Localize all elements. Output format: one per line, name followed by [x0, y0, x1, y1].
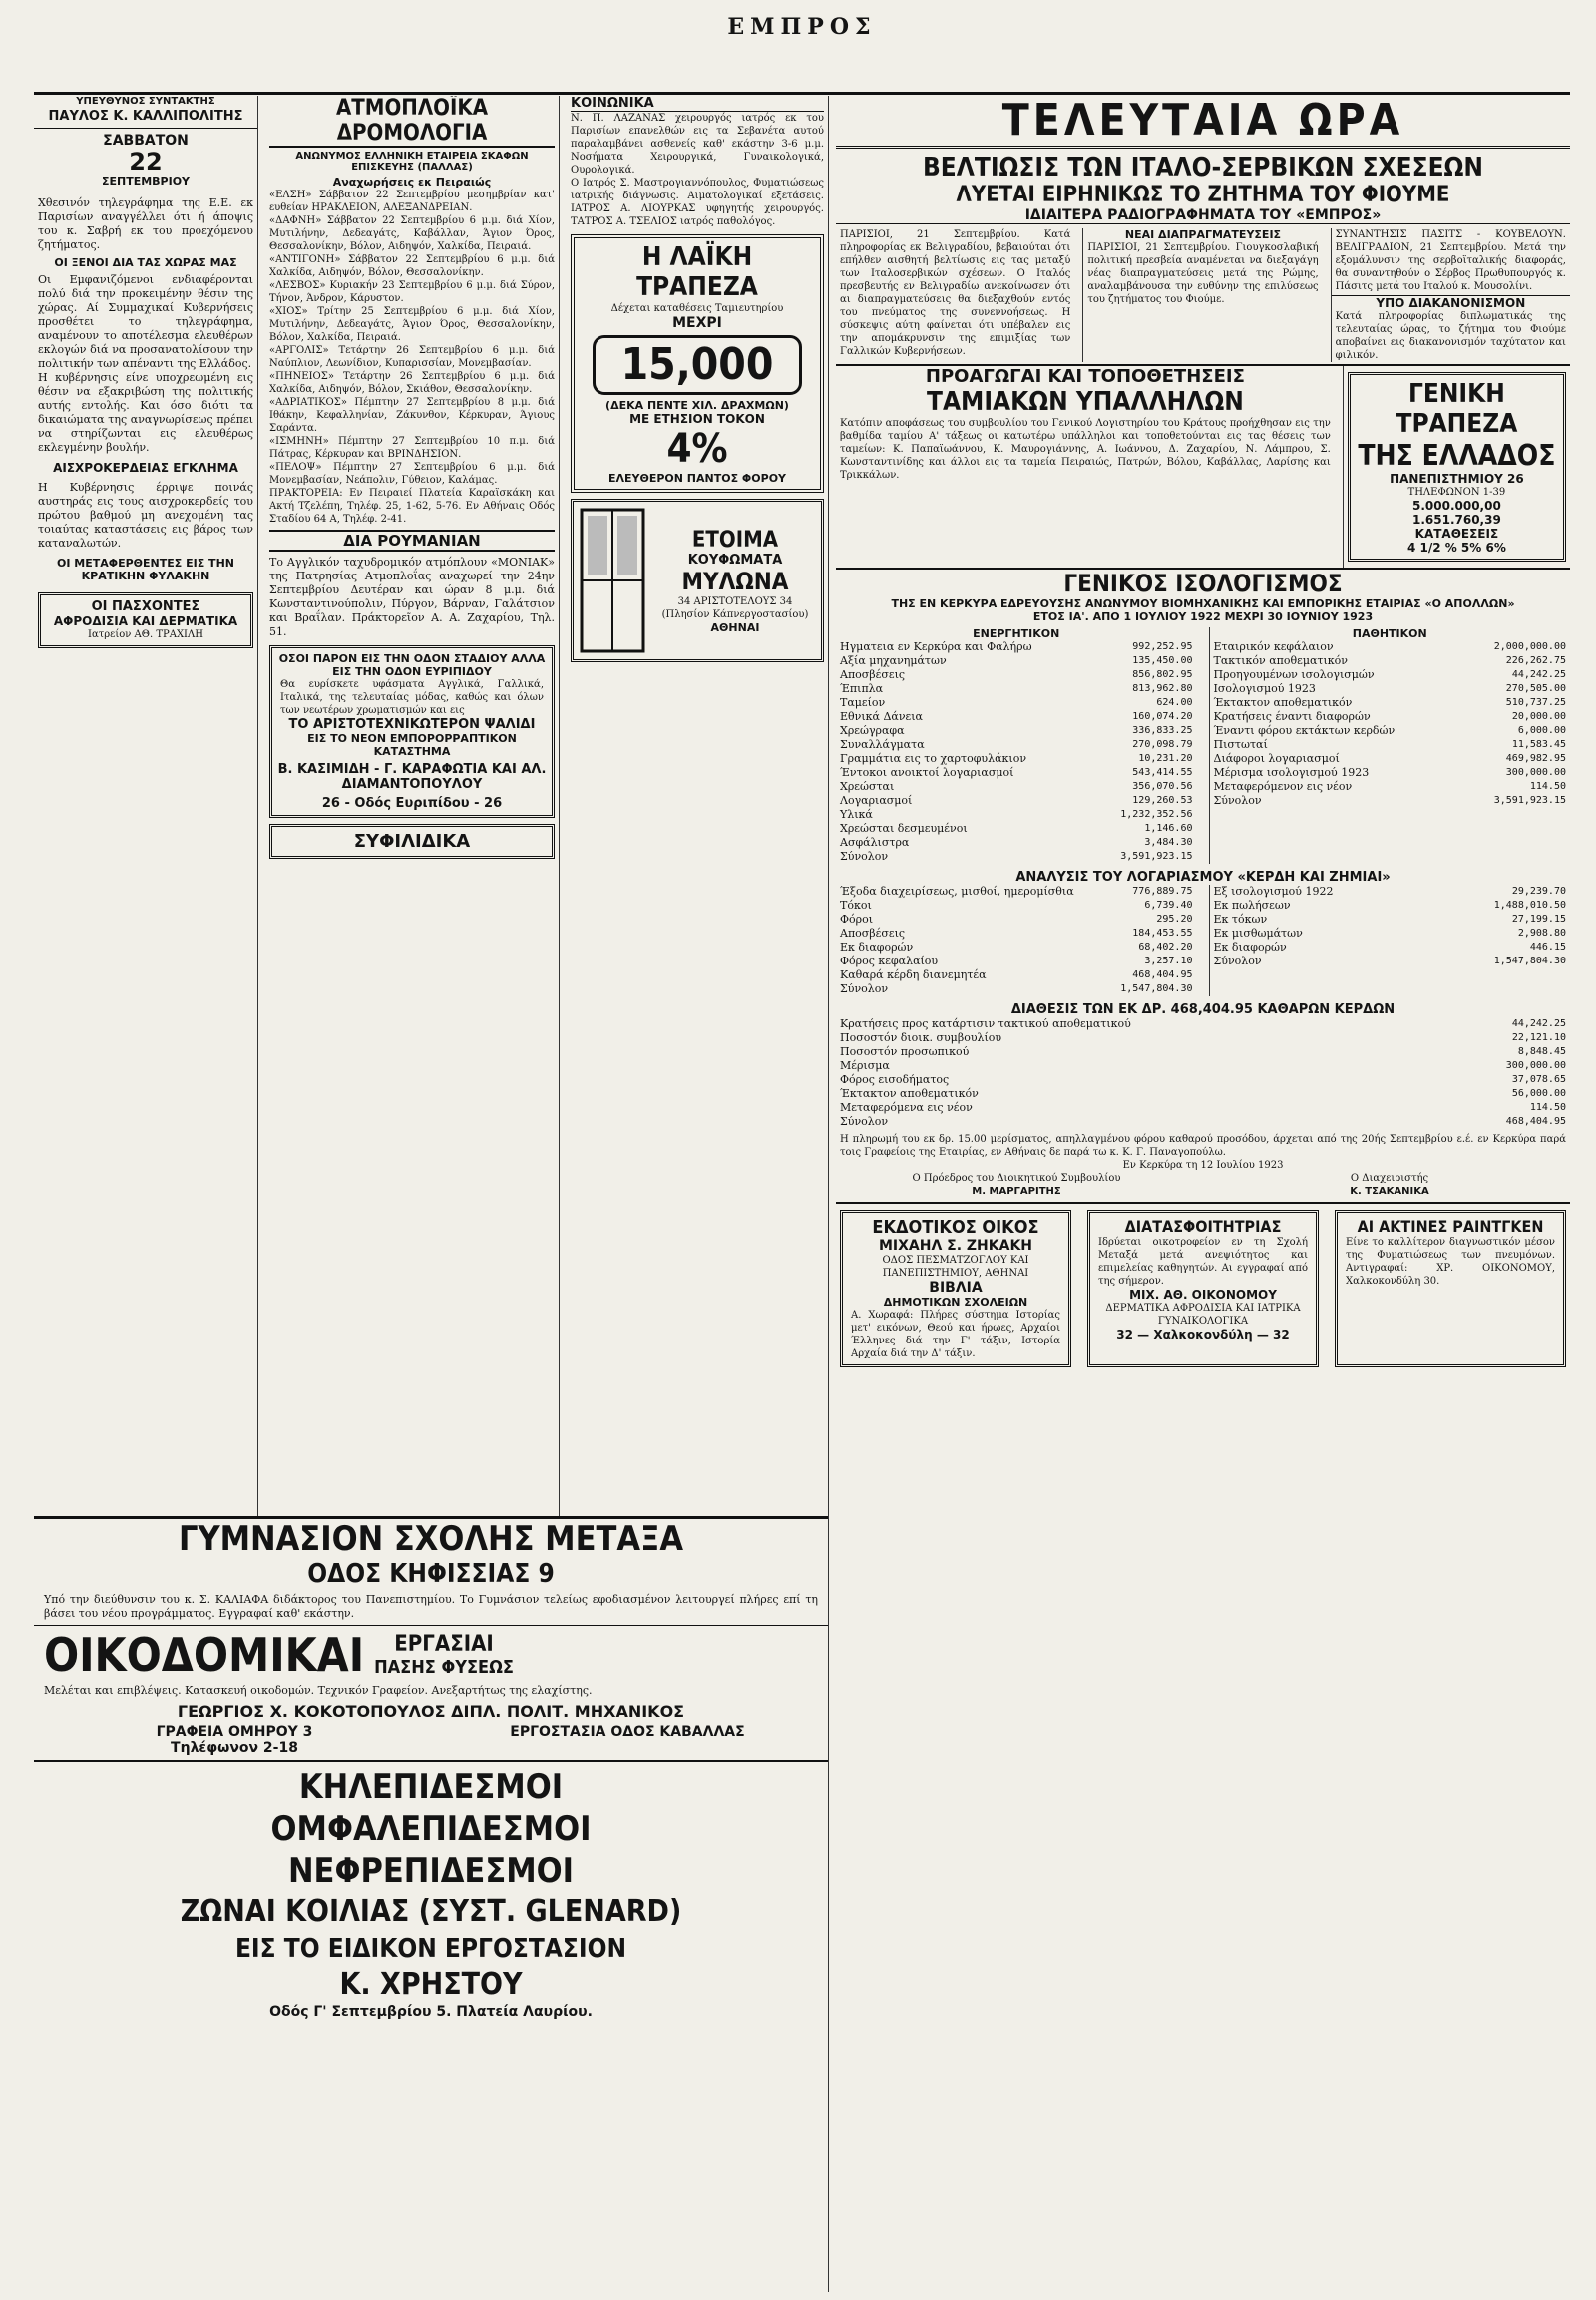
- row-label: Ισολογισμού 1923: [1213, 682, 1316, 695]
- shipping-from: Αναχωρήσεις εκ Πειραιώς: [332, 176, 492, 189]
- row-label: Ηγματεια εν Κερκύρα και Φαλήρω: [840, 640, 1032, 653]
- row-value: 1,146.60: [1144, 823, 1193, 834]
- hernia-5: ΕΙΣ ΤΟ ΕΙΔΙΚΟΝ ΕΡΓΟΣΤΑΣΙΟΝ: [234, 1934, 627, 1964]
- route-item: «ΑΔΡΙΑΤΙΚΟΣ» Πέμπτην 27 Σεπτεμβρίου 8 μ.μ. διά Ιθάκην, Κεφαλληνίαν, Ζάκυνθον, Κέρκυραν, Άγιους Σαράντα.: [269, 397, 555, 434]
- row-label: Εκ πωλήσεων: [1213, 899, 1291, 912]
- row-value: 129,260.53: [1132, 795, 1193, 806]
- ad-bank-rate: 4%: [666, 426, 728, 472]
- ad-bank-title: Η ΛΑΪΚΗ ΤΡΑΠΕΖΑ: [636, 242, 758, 302]
- row-label: Εξ ισολογισμού 1922: [1213, 885, 1334, 898]
- row-value: 8,848.45: [1517, 1046, 1566, 1057]
- ad-frames-addr: 34 ΑΡΙΣΤΟΤΕΛΟΥΣ 34: [677, 595, 793, 607]
- table-row: [1210, 668, 1571, 682]
- pl-credit-table: [1210, 885, 1571, 968]
- books-text: Α. Χωραφά: Πλήρες σύστημα Ιστορίας μετ' εικόνων, Θεού και ήρωες, Αρχαίοι Έλληνες διά την Γ' τάξιν, Ιστορία Αρχαία διά την Δ' τάξιν.: [851, 1310, 1060, 1359]
- ad-bank-rate-label: ΜΕ ΕΤΗΣΙΟΝ ΤΟΚΟΝ: [629, 412, 765, 426]
- gen-bank-addr: ΠΑΝΕΠΙΣΤΗΜΙΟΥ 26: [1390, 472, 1524, 486]
- sign-right-name: Κ. ΤΣΑΚΑΝΙΚΑ: [1350, 1186, 1429, 1197]
- table-row: [1210, 780, 1571, 794]
- editor-name: ΠΑΥΛΟΣ Κ. ΚΑΛΛΙΠΟΛΙΤΗΣ: [48, 109, 243, 124]
- table-row: [1210, 794, 1571, 808]
- row-label: Σύνολον: [1213, 955, 1262, 967]
- row-label: Κρατήσεις προς κατάρτισιν τακτικού αποθεματικού: [840, 1017, 1131, 1030]
- row-value: 1,547,804.30: [1120, 983, 1193, 994]
- table-row: [1210, 955, 1571, 968]
- row-label: Σύνολον: [840, 850, 889, 863]
- news-item: ΠΑΡΙΣΙΟΙ, 21 Σεπτεμβρίου. Γιουγκοσλαβική πολιτική πρεσβεία αναμένεται να διεξαγάγη νέας διαπραγματεύσεις μετά της Ρώμης, αναλαμβάνουσα την ευθύνην της επιλύσεως του ζητήματος του Φιούμε.: [1087, 242, 1319, 305]
- table-row: [1210, 682, 1571, 696]
- row-label: Μεταφερόμενα εις νέον: [840, 1101, 973, 1114]
- liabilities-heading: ΠΑΘΗΤΙΚΟΝ: [1352, 627, 1427, 640]
- row-label: Εκ μισθωμάτων: [1213, 927, 1303, 940]
- ad-best-shop: ΤΟ ΑΡΙΣΤΟΤΕΧΝΙΚΩΤΕΡΟΝ ΨΑΛΙΔΙ: [288, 717, 536, 732]
- gen-bank-capital: 5.000.000,00: [1411, 499, 1501, 513]
- table-row: [1210, 885, 1571, 899]
- route-item: «ΠΕΛΟΨ» Πέμπτην 27 Σεπτεμβρίου 6 μ.μ. διά Μονεμβασίαν, Νεάπολιν, Γύθειον, Καλάμας.: [269, 462, 555, 486]
- pl-title: ΑΝΑΛΥΣΙΣ ΤΟΥ ΛΟΓΑΡΙΑΣΜΟΥ «ΚΕΡΔΗ ΚΑΙ ΖΗΜΙΑΙ»: [1015, 870, 1391, 885]
- hernia-1: ΚΗΛΕΠΙΔΕΣΜΟΙ: [298, 1767, 564, 1807]
- row-label: Έντοκοι ανοικτοί λογαριασμοί: [840, 766, 1014, 779]
- ad-frames-near: (Πλησίον Κάπνεργοστασίου): [661, 608, 809, 620]
- ad-student: [1087, 1210, 1319, 1367]
- row-value: 270,098.79: [1132, 739, 1193, 750]
- engineer-name: ΓΕΩΡΓΙΟΣ Χ. ΚΟΚΟΤΟΠΟΥΛΟΣ ΔΙΠΛ. ΠΟΛΙΤ. ΜΗΧΑΝΙΚΟΣ: [177, 1702, 685, 1721]
- sign-place: Εν Κερκύρα τη 12 Ιουλίου 1923: [1122, 1160, 1284, 1171]
- bottom-left-section: [34, 1516, 828, 2297]
- table-row: [836, 836, 1197, 850]
- table-row: [836, 927, 1197, 941]
- table-row: [836, 822, 1197, 836]
- sign-left-name: Μ. ΜΑΡΓΑΡΙΤΗΣ: [972, 1186, 1061, 1197]
- row-label: Έξοδα διαχειρίσεως, μισθοί, ημερομίσθια: [840, 885, 1074, 898]
- publisher-addr: ΟΔΟΣ ΠΕΣΜΑΤΖΟΓΛΟΥ ΚΑΙ ΠΑΝΕΠΙΣΤΗΜΙΟΥ, ΑΘΗΝΑΙ: [882, 1255, 1029, 1279]
- row-value: 184,453.55: [1132, 928, 1193, 939]
- row-label: Χρεώγραφα: [840, 724, 905, 737]
- row-value: 992,252.95: [1132, 641, 1193, 652]
- row-value: 1,547,804.30: [1493, 956, 1566, 966]
- ad-euripides-title: ΟΣΟΙ ΠΑΡΟΝ ΕΙΣ ΤΗΝ ΟΔΟΝ ΣΤΑΔΙΟΥ ΑΛΛΑ ΕΙΣ ΤΗΝ ΟΔΟΝ ΕΥΡΙΠΙΔΟΥ: [278, 652, 546, 678]
- route-item: «ΧΙΟΣ» Τρίτην 25 Σεπτεμβρίου 6 μ.μ. διά Χίον, Μυτιλήνην, Δεδεαγάτς, Άγιον Όρος, Θεσσαλονίκην, Βόλον, Χαλκίδα, Πειραιά.: [269, 306, 555, 343]
- assets-table: [836, 640, 1197, 864]
- section-heading: ΟΙ ΜΕΤΑΦΕΡΘΕΝΤΕΣ ΕΙΣ ΤΗΝ ΚΡΑΤΙΚΗΝ ΦΥΛΑΚΗΝ: [57, 557, 234, 582]
- table-row: [836, 1115, 1570, 1129]
- row-value: 6,739.40: [1144, 900, 1193, 911]
- table-row: [1210, 913, 1571, 927]
- shipping-company: ΑΝΩΝΥΜΟΣ ΕΛΛΗΝΙΚΗ ΕΤΑΙΡΕΙΑ ΣΚΑΦΩΝ ΕΠΙΣΚΕΥΗΣ (ΠΑΛΛΑΣ): [295, 151, 529, 173]
- row-label: Φόρος κεφαλαίου: [840, 955, 939, 967]
- row-value: 3,484.30: [1144, 837, 1193, 848]
- row-value: 37,078.65: [1511, 1074, 1566, 1085]
- route-item: «ΑΡΓΟΛΙΣ» Τετάρτην 26 Σεπτεμβρίου 6 μ.μ. διά Ναύπλιον, Λεωνίδιον, Κυπαρισσίαν, Μονεμβασίαν.: [269, 345, 555, 369]
- row-value: 356,070.56: [1132, 781, 1193, 792]
- romania-text: Το Αγγλικόν ταχυδρομικόν ατμόπλουν «ΜΟΝΙΑΚ» της Πατρησίας Ατμοπλοΐας αναχωρεί την 24ην Σεπτεμβρίου Δευτέραν και ώραν 8 μ.μ. διά Κωνσταντινούπολιν, Πύργον, Βάρναν, Γαλάτσιον και Βραΐλαν. Πράκτορεῖον Α. Α. Ζαχαρίου, Τηλ. 51.: [269, 556, 555, 638]
- row-label: Εθνικά Δάνεια: [840, 710, 923, 723]
- table-row: [836, 808, 1197, 822]
- doctor-name: ΜΙΧ. ΑΘ. ΟΙΚΟΝΟΜΟΥ: [1129, 1288, 1277, 1302]
- table-row: [836, 1045, 1570, 1059]
- table-row: [1210, 927, 1571, 941]
- row-label: Χρεώσται δεσμευμένοι: [840, 822, 968, 835]
- ad-xray: [1335, 1210, 1566, 1367]
- ad-general-bank: [1348, 372, 1566, 562]
- row-label: Υλικά: [840, 808, 873, 821]
- gym-address: ΟΔΟΣ ΚΗΦΙΣΣΙΑΣ 9: [307, 1559, 555, 1589]
- row-label: Εκ διαφορών: [1213, 941, 1287, 954]
- headline-3: ΙΔΙΑΙΤΕΡΑ ΡΑΔΙΟΓΡΑΦΗΜΑΤΑ ΤΟΥ «ΕΜΠΡΟΣ»: [836, 207, 1570, 224]
- divider: [34, 1625, 828, 1626]
- row-label: Διάφοροι λογαριασμοί: [1213, 752, 1340, 765]
- paper-name: ΕΜΠΡΟΣ: [727, 14, 877, 40]
- row-value: 300,000.00: [1505, 1060, 1566, 1071]
- row-value: 813,962.80: [1132, 683, 1193, 694]
- table-row: [1210, 640, 1571, 654]
- table-row: [1210, 710, 1571, 724]
- build-sub-2: ΠΑΣΗΣ ΦΥΣΕΩΣ: [374, 1657, 514, 1678]
- table-row: [836, 1031, 1570, 1045]
- routes-list: [265, 189, 559, 487]
- table-row: [1210, 696, 1571, 710]
- table-row: [836, 724, 1197, 738]
- gym-text: Υπό την διεύθυνσιν του κ. Σ. ΚΑΛΙΑΦΑ διδάκτορος του Πανεπιστημίου. Το Γυμνάσιον τελείως εφοδιασμένον λειτουργεί πλήρες επί τη βάσει του νέου προγράμματος. Εγγραφαί καθ' εκάστην.: [44, 1593, 818, 1620]
- row-label: Πιστωταί: [1213, 738, 1268, 751]
- divider: [34, 128, 257, 129]
- table-row: [836, 640, 1197, 654]
- lead-paragraph: Χθεσινόν τηλεγράφημα της Ε.Ε. εκ Παρισίων αναγγέλλει ότι ή άποψις του κ. Σαβρή εκ του προεχόμενου ζητήματος.: [38, 196, 253, 251]
- romania-title: ΔΙΑ ΡΟΥΜΑΝΙΑΝ: [269, 530, 555, 552]
- sign-right-role: Ο Διαχειριστής: [1350, 1173, 1429, 1184]
- row-label: Τόκοι: [840, 899, 872, 912]
- ad-euripides-text: Θα ευρίσκετε υφάσματα Αγγλικά, Γαλλικά, Ιταλικά, της τελευταίας μόδας, καθώς και όλων των νεωτέρων χρωματισμών και εις: [280, 679, 544, 716]
- row-value: 29,239.70: [1511, 886, 1566, 897]
- table-row: [836, 899, 1197, 913]
- table-row: [836, 885, 1197, 899]
- doctor-spec: ΔΕΡΜΑΤΙΚΑ ΑΦΡΟΔΙΣΙΑ ΚΑΙ ΙΑΤΡΙΚΑ ΓΥΝΑΙΚΟΛΟΓΙΚΑ: [1105, 1303, 1301, 1327]
- news-item: Κατά πληροφορίας διπλωματικάς της τελευταίας ώρας, το ζήτημα του Φιούμε αποβαίνει εις διακανονισμόν ταχύτατον και φιλικόν.: [1335, 311, 1566, 361]
- row-label: Γραμμάτια εις το χαρτοφυλάκιον: [840, 752, 1027, 765]
- ad-frames-city: ΑΘΗΝΑΙ: [710, 620, 760, 634]
- headline-2: ΛΥΕΤΑΙ ΕΙΡΗΝΙΚΩΣ ΤΟ ΖΗΤΗΜΑ ΤΟΥ ΦΙΟΥΜΕ: [956, 183, 1450, 207]
- telephone: Τηλέφωνον 2-18: [171, 1740, 298, 1756]
- row-value: 543,414.55: [1132, 767, 1193, 778]
- clinic-text: Ο Ιατρός Σ. Μαστρογιαννόπουλος, Φυματιώσεως ιατρικής διάγνωσις. Αιματολογικαί εξετάσεις. ΙΑΤΡΟΣ Α. ΛΙΟΥΡΚΑΣ υφηγητής χειρουργός. ΤΑΤΡΟΣ Α. ΤΣΕΛΙΟΣ ιατρός παθολόγος.: [571, 178, 824, 227]
- row-label: Αξία μηχανημάτων: [840, 654, 947, 667]
- books-title: ΒΙΒΛΙΑ: [929, 1280, 983, 1296]
- date-number: 22: [129, 148, 163, 176]
- article-paragraph: Η κυβέρνησις είνε υποχρεωμένη εις θέσιν να εξακριβώση της πολιτικής αυτής εντολής. Και όσο διότι τα δικαιώματα της αναγνωρίσεως πρέπει να στηρίζωνται εις ελευθέρως εκλεγμένην βουλήν.: [38, 371, 253, 454]
- route-item: «ΑΝΤΙΓΟΝΗ» Σάββατον 22 Σεπτεμβρίου 6 μ.μ. διά Χαλκίδα, Αιδηψόν, Βόλον, Θεσσαλονίκην.: [269, 254, 555, 278]
- balance-period: ΕΤΟΣ ΙΑ'. ΑΠΟ 1 ΙΟΥΛΙΟΥ 1922 ΜΕΧΡΙ 30 ΙΟΥΝΙΟΥ 1923: [1032, 610, 1374, 623]
- ad-address: 26 - Οδός Ευριπίδου - 26: [321, 796, 503, 811]
- row-value: 135,450.00: [1132, 655, 1193, 666]
- row-value: 3,591,923.15: [1493, 795, 1566, 806]
- row-label: Καθαρά κέρδη διανεμητέα: [840, 968, 987, 981]
- article-paragraph: Η Κυβέρνησις έρριψε ποινάς αυστηράς εις τους αισχροκερδείς του πρώτου βαθμού μη ανεχομένη τας τοιαύτας καταστάσεις εις βάρος των καταναλωτών.: [38, 481, 253, 550]
- row-label: Συναλλάγματα: [840, 738, 925, 751]
- table-row: [836, 1017, 1570, 1031]
- gen-bank-rates: 4 1/2 % 5% 6%: [1406, 541, 1506, 555]
- table-row: [836, 1087, 1570, 1101]
- table-row: [836, 668, 1197, 682]
- section-heading: ΑΙΣΧΡΟΚΕΡΔΕΙΑΣ ΕΓΚΛΗΜΑ: [53, 461, 238, 475]
- row-label: Μέρισμα ισολογισμού 1923: [1213, 766, 1370, 779]
- row-label: Ασφάλιστρα: [840, 836, 910, 849]
- row-label: Έκτακτον αποθεματικόν: [840, 1087, 979, 1100]
- divider: [34, 1760, 828, 1762]
- table-row: [836, 752, 1197, 766]
- hernia-2: ΟΜΦΑΛΕΠΙΔΕΣΜΟΙ: [270, 1809, 592, 1849]
- ad-euripides: [269, 645, 555, 818]
- news-heading: ΥΠΟ ΔΙΑΚΑΝΟΝΙΣΜΟΝ: [1332, 295, 1570, 310]
- hernia-3: ΝΕΦΡΕΠΙΔΕΣΜΟΙ: [287, 1851, 575, 1891]
- table-row: [1210, 724, 1571, 738]
- gen-bank-reserve: 1.651.760,39: [1411, 513, 1501, 527]
- row-label: Έναντι φόρου εκτάκτων κερδών: [1213, 724, 1396, 737]
- gen-bank-title-1: ΓΕΝΙΚΗ ΤΡΑΠΕΖΑ: [1396, 379, 1518, 439]
- row-label: Λογαριασμοί: [840, 794, 913, 807]
- table-row: [836, 982, 1197, 996]
- ad-frames: [571, 499, 824, 662]
- table-row: [836, 1059, 1570, 1073]
- ad-bank-sub: Δέχεται καταθέσεις Ταμιευτηρίου: [610, 303, 784, 314]
- table-row: [836, 794, 1197, 808]
- table-row: [1210, 941, 1571, 955]
- hernia-4: ΖΩΝΑΙ ΚΟΙΛΙΑΣ (ΣΥΣΤ. GLENARD): [180, 1894, 682, 1929]
- agency-info: ΠΡΑΚΤΟΡΕΙΑ: Εν Πειραιεί Πλατεία Καραϊσκάκη και Ακτή Τζελέπη, Τηλέφ. 25, 1-62, 5-76. Εν Αθήναις Οδός Σταδίου 64 Α, Τηλέφ. 2-41.: [269, 488, 555, 525]
- table-row: [836, 941, 1197, 955]
- ad-bank-amount: 15,000: [593, 335, 802, 395]
- gen-bank-tel: ΤΗΛΕΦΩΝΟΝ 1-39: [1407, 487, 1506, 498]
- sign-left-role: Ο Πρόεδρος του Διοικητικού Συμβουλίου: [912, 1173, 1121, 1184]
- ad-sufferers: [38, 592, 253, 648]
- promo-title-2: ΤΑΜΙΑΚΩΝ ΥΠΑΛΛΗΛΩΝ: [926, 387, 1244, 417]
- table-row: [1210, 738, 1571, 752]
- ad-new-shop: ΕΙΣ ΤΟ ΝΕΟΝ ΕΜΠΟΡΟΡΡΑΠΤΙΚΟΝ ΚΑΤΑΣΤΗΜΑ: [307, 732, 517, 758]
- row-label: Σύνολον: [840, 1115, 889, 1128]
- publisher-name: ΜΙΧΑΗΛ Σ. ΖΗΚΑΚΗ: [878, 1238, 1033, 1254]
- row-label: Μεταφερόμενον εις νέον: [1213, 780, 1353, 793]
- table-row: [1210, 766, 1571, 780]
- table-row: [1210, 899, 1571, 913]
- bottom-ads: [836, 1202, 1570, 1373]
- distribution-table: [836, 1017, 1570, 1129]
- row-label: Εκ διαφορών: [840, 941, 914, 954]
- table-row: [836, 738, 1197, 752]
- row-value: 1,232,352.56: [1120, 809, 1193, 820]
- hernia-6: Κ. ΧΡΗΣΤΟΥ: [339, 1967, 523, 2002]
- build-title: ΟΙΚΟΔΟΜΙΚΑΙ: [44, 1628, 365, 1682]
- table-row: [836, 850, 1197, 864]
- table-row: [836, 780, 1197, 794]
- row-value: 160,074.20: [1132, 711, 1193, 722]
- table-row: [836, 696, 1197, 710]
- row-value: 3,257.10: [1144, 956, 1193, 966]
- row-label: Ταμείον: [840, 696, 886, 709]
- row-value: 44,242.25: [1511, 669, 1566, 680]
- row-value: 776,889.75: [1132, 886, 1193, 897]
- row-value: 44,242.25: [1511, 1018, 1566, 1029]
- ad-bank: [571, 234, 824, 493]
- gen-bank-title-2: ΤΗΣ ΕΛΛΑΔΟΣ: [1358, 439, 1556, 472]
- news-heading: ΝΕΑΙ ΔΙΑΠΡΑΓΜΑΤΕΥΣΕΙΣ: [1124, 228, 1282, 241]
- table-row: [836, 682, 1197, 696]
- row-label: Ποσοστόν προσωπικού: [840, 1045, 970, 1058]
- row-label: Αποσβέσεις: [840, 927, 906, 940]
- foreigners-heading: ΟΙ ΞΕΝΟΙ ΔΙΑ ΤΑΣ ΧΩΡΑΣ ΜΑΣ: [54, 256, 237, 269]
- row-value: 226,262.75: [1505, 655, 1566, 666]
- ad-bank-note: (ΔΕΚΑ ΠΕΝΤΕ ΧΙΛ. ΔΡΑΧΜΩΝ): [605, 399, 789, 412]
- gym-title: ΓΥΜΝΑΣΙΟΝ ΣΧΟΛΗΣ ΜΕΤΑΞΑ: [178, 1519, 684, 1559]
- row-value: 68,402.20: [1138, 942, 1193, 953]
- row-label: Έπιπλα: [840, 682, 884, 695]
- offices: ΓΡΑΦΕΙΑ ΟΜΗΡΟΥ 3: [156, 1725, 313, 1740]
- row-value: 114.50: [1529, 1102, 1566, 1113]
- xray-text: Είνε το καλλίτερον διαγνωστικόν μέσον της Φυματιώσεως των πνευμόνων. Αντιγραφαί: ΧΡ. ΟΙΚΟΝΟΜΟΥ, Χαλκοκονδύλη 30.: [1346, 1237, 1555, 1287]
- row-value: 6,000.00: [1517, 725, 1566, 736]
- row-label: Προηγουμένων ισολογισμών: [1213, 668, 1375, 681]
- day-label: ΣΑΒΒΑΤΟΝ: [103, 133, 189, 149]
- table-row: [836, 766, 1197, 780]
- row-label: Φόρος εισοδήματος: [840, 1073, 950, 1086]
- row-label: Εταιρικόν κεφάλαιον: [1213, 640, 1334, 653]
- masthead: [34, 8, 1570, 95]
- liabilities-table: [1210, 640, 1571, 808]
- gen-bank-deposits: ΚΑΤΑΘΕΣΕΙΣ: [1414, 527, 1499, 541]
- row-value: 624.00: [1156, 697, 1193, 708]
- row-value: 468,404.95: [1505, 1116, 1566, 1127]
- mid-row: [836, 364, 1570, 568]
- editor-label: ΥΠΕΥΘΥΝΟΣ ΣΥΝΤΑΚΤΗΣ: [76, 96, 215, 107]
- build-text: Μελέται και επιβλέψεις. Κατασκευή οικοδομών. Τεχνικόν Γραφείον. Ανεξαρτήτως της ελαχίστης.: [44, 1684, 593, 1697]
- row-label: Τακτικόν αποθεματικόν: [1213, 654, 1348, 667]
- month-label: ΣΕΠΤΕΜΒΡΙΟΥ: [101, 175, 191, 188]
- headline-1: ΒΕΛΤΙΩΣΙΣ ΤΩΝ ΙΤΑΛΟ-ΣΕΡΒΙΚΩΝ ΣΧΕΣΕΩΝ: [922, 153, 1484, 183]
- table-row: [836, 968, 1197, 982]
- row-value: 20,000.00: [1511, 711, 1566, 722]
- table-row: [1210, 654, 1571, 668]
- row-label: Φόροι: [840, 913, 874, 926]
- ad-syphilis: [269, 824, 555, 859]
- ad-frames-title: ΕΤΟΙΜΑ: [691, 527, 779, 553]
- publisher-title: ΕΚΔΟΤΙΚΟΣ ΟΙΚΟΣ: [872, 1217, 1039, 1238]
- ad-subtitle: ΑΦΡΟΔΙΣΙΑ ΚΑΙ ΔΕΡΜΑΤΙΚΑ: [53, 614, 238, 628]
- row-label: Κρατήσεις έναντι διαφορών: [1213, 710, 1371, 723]
- row-value: 446.15: [1529, 942, 1566, 953]
- pl-debit-table: [836, 885, 1197, 996]
- row-label: Εκ τόκων: [1213, 913, 1268, 926]
- row-label: Χρεώσται: [840, 780, 895, 793]
- route-item: «ΠΗΝΕΙΟΣ» Τετάρτην 26 Σεπτεμβρίου 6 μ.μ. διά Χαλκίδα, Αιδηψόν, Βόλον, Σκιάθον, Θεσσαλονίκην.: [269, 371, 555, 395]
- row-label: Μέρισμα: [840, 1059, 890, 1072]
- table-row: [836, 654, 1197, 668]
- row-value: 3,591,923.15: [1120, 851, 1193, 862]
- row-value: 2,000,000.00: [1493, 641, 1566, 652]
- row-value: 22,121.10: [1511, 1032, 1566, 1043]
- ad-bank-upto: ΜΕΧΡΙ: [672, 315, 722, 331]
- route-item: «ΔΑΦΝΗ» Σάββατον 22 Σεπτεμβρίου 6 μ.μ. διά Χίον, Μυτιλήνην, Δεδεαγάτς, Καβάλλαν, Άγιον Όρος, Θεσσαλονίκην, Βόλον, Αιδηψόν, Χαλκίδα, Πειραιά.: [269, 215, 555, 252]
- news-item: ΣΥΝΑΝΤΗΣΙΣ ΠΑΣΙΤΣ - ΚΟΥΒΕΛΟΥΝ. ΒΕΛΙΓΡΑΔΙΟΝ, 21 Σεπτεμβρίου. Μετά την εξομάλυνσιν της σερβοϊταλικής διαφοράς, θα συναντηθούν ο Σέρβος Πρωθυπουργός κ. Πάσιτς μετά του Ιταλού κ. Μουσολίνι.: [1335, 229, 1566, 292]
- promo-text: Κατόπιν αποφάσεως του συμβουλίου του Γενικού Λογιστηρίου του Κράτους προήχθησαν εις την βαθμίδα ταμίου Α' τάξεως οι κατωτέρω υπάλληλοι και τοποθετούνται εις τας θέσεις των ταμείων: Κ. Παπαϊωάννου, Κ. Μαυρογιάννης, Α. Ιωάννου, Δ. Ζαχαρίου, Ν. Λάμπρου, Σ. Κωνσταντινίδης και άλλοι εις τα ταμεία Πειραιώς, Πατρών, Βόλου, Καβάλλας, Λαρίσης και Τρικκάλων.: [840, 418, 1331, 481]
- table-row: [836, 913, 1197, 927]
- row-value: 27,199.15: [1511, 914, 1566, 925]
- news-row: [836, 228, 1570, 362]
- balance-title: ΓΕΝΙΚΟΣ ΙΣΟΛΟΓΙΣΜΟΣ: [1063, 570, 1343, 597]
- ad-doctor: Ιατρείον ΑΘ. ΤΡΑΧΙΛΗ: [88, 629, 203, 640]
- student-title: ΔΙΑΤΑΣΦΟΙΤΗΤΡΙΑΣ: [1124, 1217, 1282, 1236]
- row-value: 469,982.95: [1505, 753, 1566, 764]
- row-label: Ποσοστόν διοικ. συμβουλίου: [840, 1031, 1002, 1044]
- xray-title: ΑΙ ΑΚΤΙΝΕΣ ΡΑΙΝΤΓΚΕΝ: [1357, 1217, 1544, 1236]
- ad-frames-sub: ΚΟΥΦΩΜΑΤΑ: [687, 552, 783, 568]
- route-item: «ΙΣΜΗΝΗ» Πέμπτην 27 Σεπτεμβρίου 10 π.μ. διά Πάτρας, Κέρκυραν και ΒΡΙΝΔΗΣΙΟΝ.: [269, 436, 555, 460]
- dist-title: ΔΙΑΘΕΣΙΣ ΤΩΝ ΕΚ ΔΡ. 468,404.95 ΚΑΘΑΡΩΝ ΚΕΡΔΩΝ: [1010, 1002, 1396, 1017]
- dividend-notice: Η πληρωμή του εκ δρ. 15.00 μερίσματος, απηλλαγμένου φόρου καθαρού προσόδου, άρχεται από της 20ής Σεπτεμβρίου ε.έ. εν Κερκύρα παρά τοις Γραφείοις της Εταιρίας, εν Αθήναις δε παρά τω κ. Κ. Γ. Παναγοπούλω.: [840, 1134, 1566, 1158]
- balance-sheet: [836, 568, 1570, 1198]
- doctor-addr: 32 — Χαλκοκονδύλη — 32: [1116, 1328, 1290, 1342]
- article-paragraph: Οι Εμφανιζόμενοι ενδιαφέρονται πολύ διά την προκειμένην θέσιν της χώρας. Αί Συμμαχικαί Κυβερνήσεις προσθέτει το τηλεγράφημα, αναμένουν το αποτέλεσμα ελευθέρων εκλογών διά να προσανατολίσουν την πολιτικήν των απέναντι της Ελλάδος.: [38, 273, 253, 370]
- hernia-7: Οδός Γ' Σεπτεμβρίου 5. Πλατεία Λαυρίου.: [269, 2004, 593, 2020]
- row-value: 270,505.00: [1505, 683, 1566, 694]
- ad-construction: [44, 1630, 818, 1680]
- build-sub-1: ΕΡΓΑΣΙΑΙ: [394, 1632, 494, 1657]
- row-value: 1,488,010.50: [1493, 900, 1566, 911]
- row-value: 56,000.00: [1511, 1088, 1566, 1099]
- ad-title: ΟΙ ΠΑΣΧΟΝΤΕΣ: [91, 599, 200, 614]
- row-label: Έκτακτον αποθεματικόν: [1213, 696, 1353, 709]
- table-row: [836, 955, 1197, 968]
- clinic-text: Ν. Π. ΛΑΖΑΝΑΣ χειρουργός ιατρός εκ του Παρισίων επανελθών εις τα Σεβανέτα αυτού παραλαμβάνει ασθενείς καθ' εκάστην 3-6 μ.μ. Νοσήματα Χειρουργικά, Γυναικολογικά, Ουρολογικά.: [571, 113, 824, 176]
- ad-frames-main: ΜΥΛΩΝΑ: [681, 567, 789, 595]
- row-label: Αποσβέσεις: [840, 668, 906, 681]
- row-value: 114.50: [1529, 781, 1566, 792]
- row-value: 11,583.45: [1511, 739, 1566, 750]
- last-hour-banner: ΤΕΛΕΥΤΑΙΑ ΩΡΑ: [836, 96, 1570, 149]
- table-row: [836, 710, 1197, 724]
- row-label: Σύνολον: [1213, 794, 1262, 807]
- balance-company: ΤΗΣ ΕΝ ΚΕΡΚΥΡΑ ΕΔΡΕΥΟΥΣΗΣ ΑΝΩΝΥΜΟΥ ΒΙΟΜΗΧΑΝΙΚΗΣ ΚΑΙ ΕΜΠΟΡΙΚΗΣ ΕΤΑΙΡΙΑΣ «Ο ΑΠΟΛΛΩΝ»: [891, 597, 1515, 610]
- ad-publisher: [840, 1210, 1071, 1367]
- row-value: 2,908.80: [1517, 928, 1566, 939]
- student-text: Ιδρύεται οικοτροφείον εν τη Σχολή Μεταξά μετά ανεψιότητος και επιμελείας καθηγητών. Αι εγγραφαί από της σήμερον.: [1098, 1237, 1308, 1287]
- ad-bank-free: ΕΛΕΥΘΕΡΟΝ ΠΑΝΤΟΣ ΦΟΡΟΥ: [607, 472, 787, 485]
- row-value: 468,404.95: [1132, 969, 1193, 980]
- ad-syphilis-title: ΣΥΦΙΛΙΔΙΚΑ: [353, 831, 471, 852]
- table-row: [1210, 752, 1571, 766]
- route-item: «ΕΛΣΗ» Σάββατον 22 Σεπτεμβρίου μεσημβρίαν κατ' ευθείαν ΗΡΑΚΛΕΙΟΝ, ΑΛΕΞΑΝΔΡΕΙΑΝ.: [269, 190, 555, 213]
- row-value: 336,833.25: [1132, 725, 1193, 736]
- clinics-title: ΚΟΙΝΩΝΙΚΑ: [571, 96, 824, 112]
- route-item: «ΛΕΣΒΟΣ» Κυριακήν 23 Σεπτεμβρίου 6 μ.μ. διά Σύρον, Τήνον, Άνδρον, Κάρυστον.: [269, 280, 555, 304]
- row-value: 510,737.25: [1505, 697, 1566, 708]
- row-value: 856,802.95: [1132, 669, 1193, 680]
- shipping-title: ΑΤΜΟΠΛΟΪΚΑ ΔΡΟΜΟΛΟΓΙΑ: [269, 96, 555, 148]
- books-sub: ΔΗΜΟΤΙΚΩΝ ΣΧΟΛΕΙΩΝ: [883, 1296, 1028, 1309]
- assets-heading: ΕΝΕΡΓΗΤΙΚΟΝ: [973, 627, 1060, 640]
- window-frame-icon: [578, 506, 647, 655]
- table-row: [836, 1101, 1570, 1115]
- ad-owners: Β. ΚΑΣΙΜΙΔΗ - Γ. ΚΑΡΑΦΩΤΙΑ ΚΑΙ ΑΛ. ΔΙΑΜΑΝΤΟΠΟΥΛΟΥ: [277, 762, 547, 792]
- row-value: 300,000.00: [1505, 767, 1566, 778]
- row-value: 295.20: [1156, 914, 1193, 925]
- row-label: Σύνολον: [840, 982, 889, 995]
- row-value: 10,231.20: [1138, 753, 1193, 764]
- promo-title-1: ΠΡΟΑΓΩΓΑΙ ΚΑΙ ΤΟΠΟΘΕΤΗΣΕΙΣ: [925, 366, 1245, 387]
- column-4: [836, 96, 1570, 2292]
- table-row: [836, 1073, 1570, 1087]
- works: ΕΡΓΟΣΤΑΣΙΑ ΟΔΟΣ ΚΑΒΑΛΛΑΣ: [510, 1725, 745, 1740]
- news-item: ΠΑΡΙΣΙΟΙ, 21 Σεπτεμβρίου. Κατά πληροφορίας εκ Βελιγραδίου, βεβαιούται ότι επήλθεν αισθητή βελτίωσις εις τας μεταξύ των Ιταλοσερβικών σχέσεων. Ο Ιταλός πρεσβευτής εν Βελιγραδίω ανεκοίνωσεν ότι αι διαπραγματεύσεις θα διεξαχθούν εντός του πνεύματος της συνεννοήσεως. Η σύσκεψις αύτη φαίνεται ότι υπέβαλεν εις την απομάκρυνσιν της επιμιξίας των Γαλλικών Κυβερνήσεων.: [840, 229, 1071, 357]
- signatures: [836, 1172, 1570, 1198]
